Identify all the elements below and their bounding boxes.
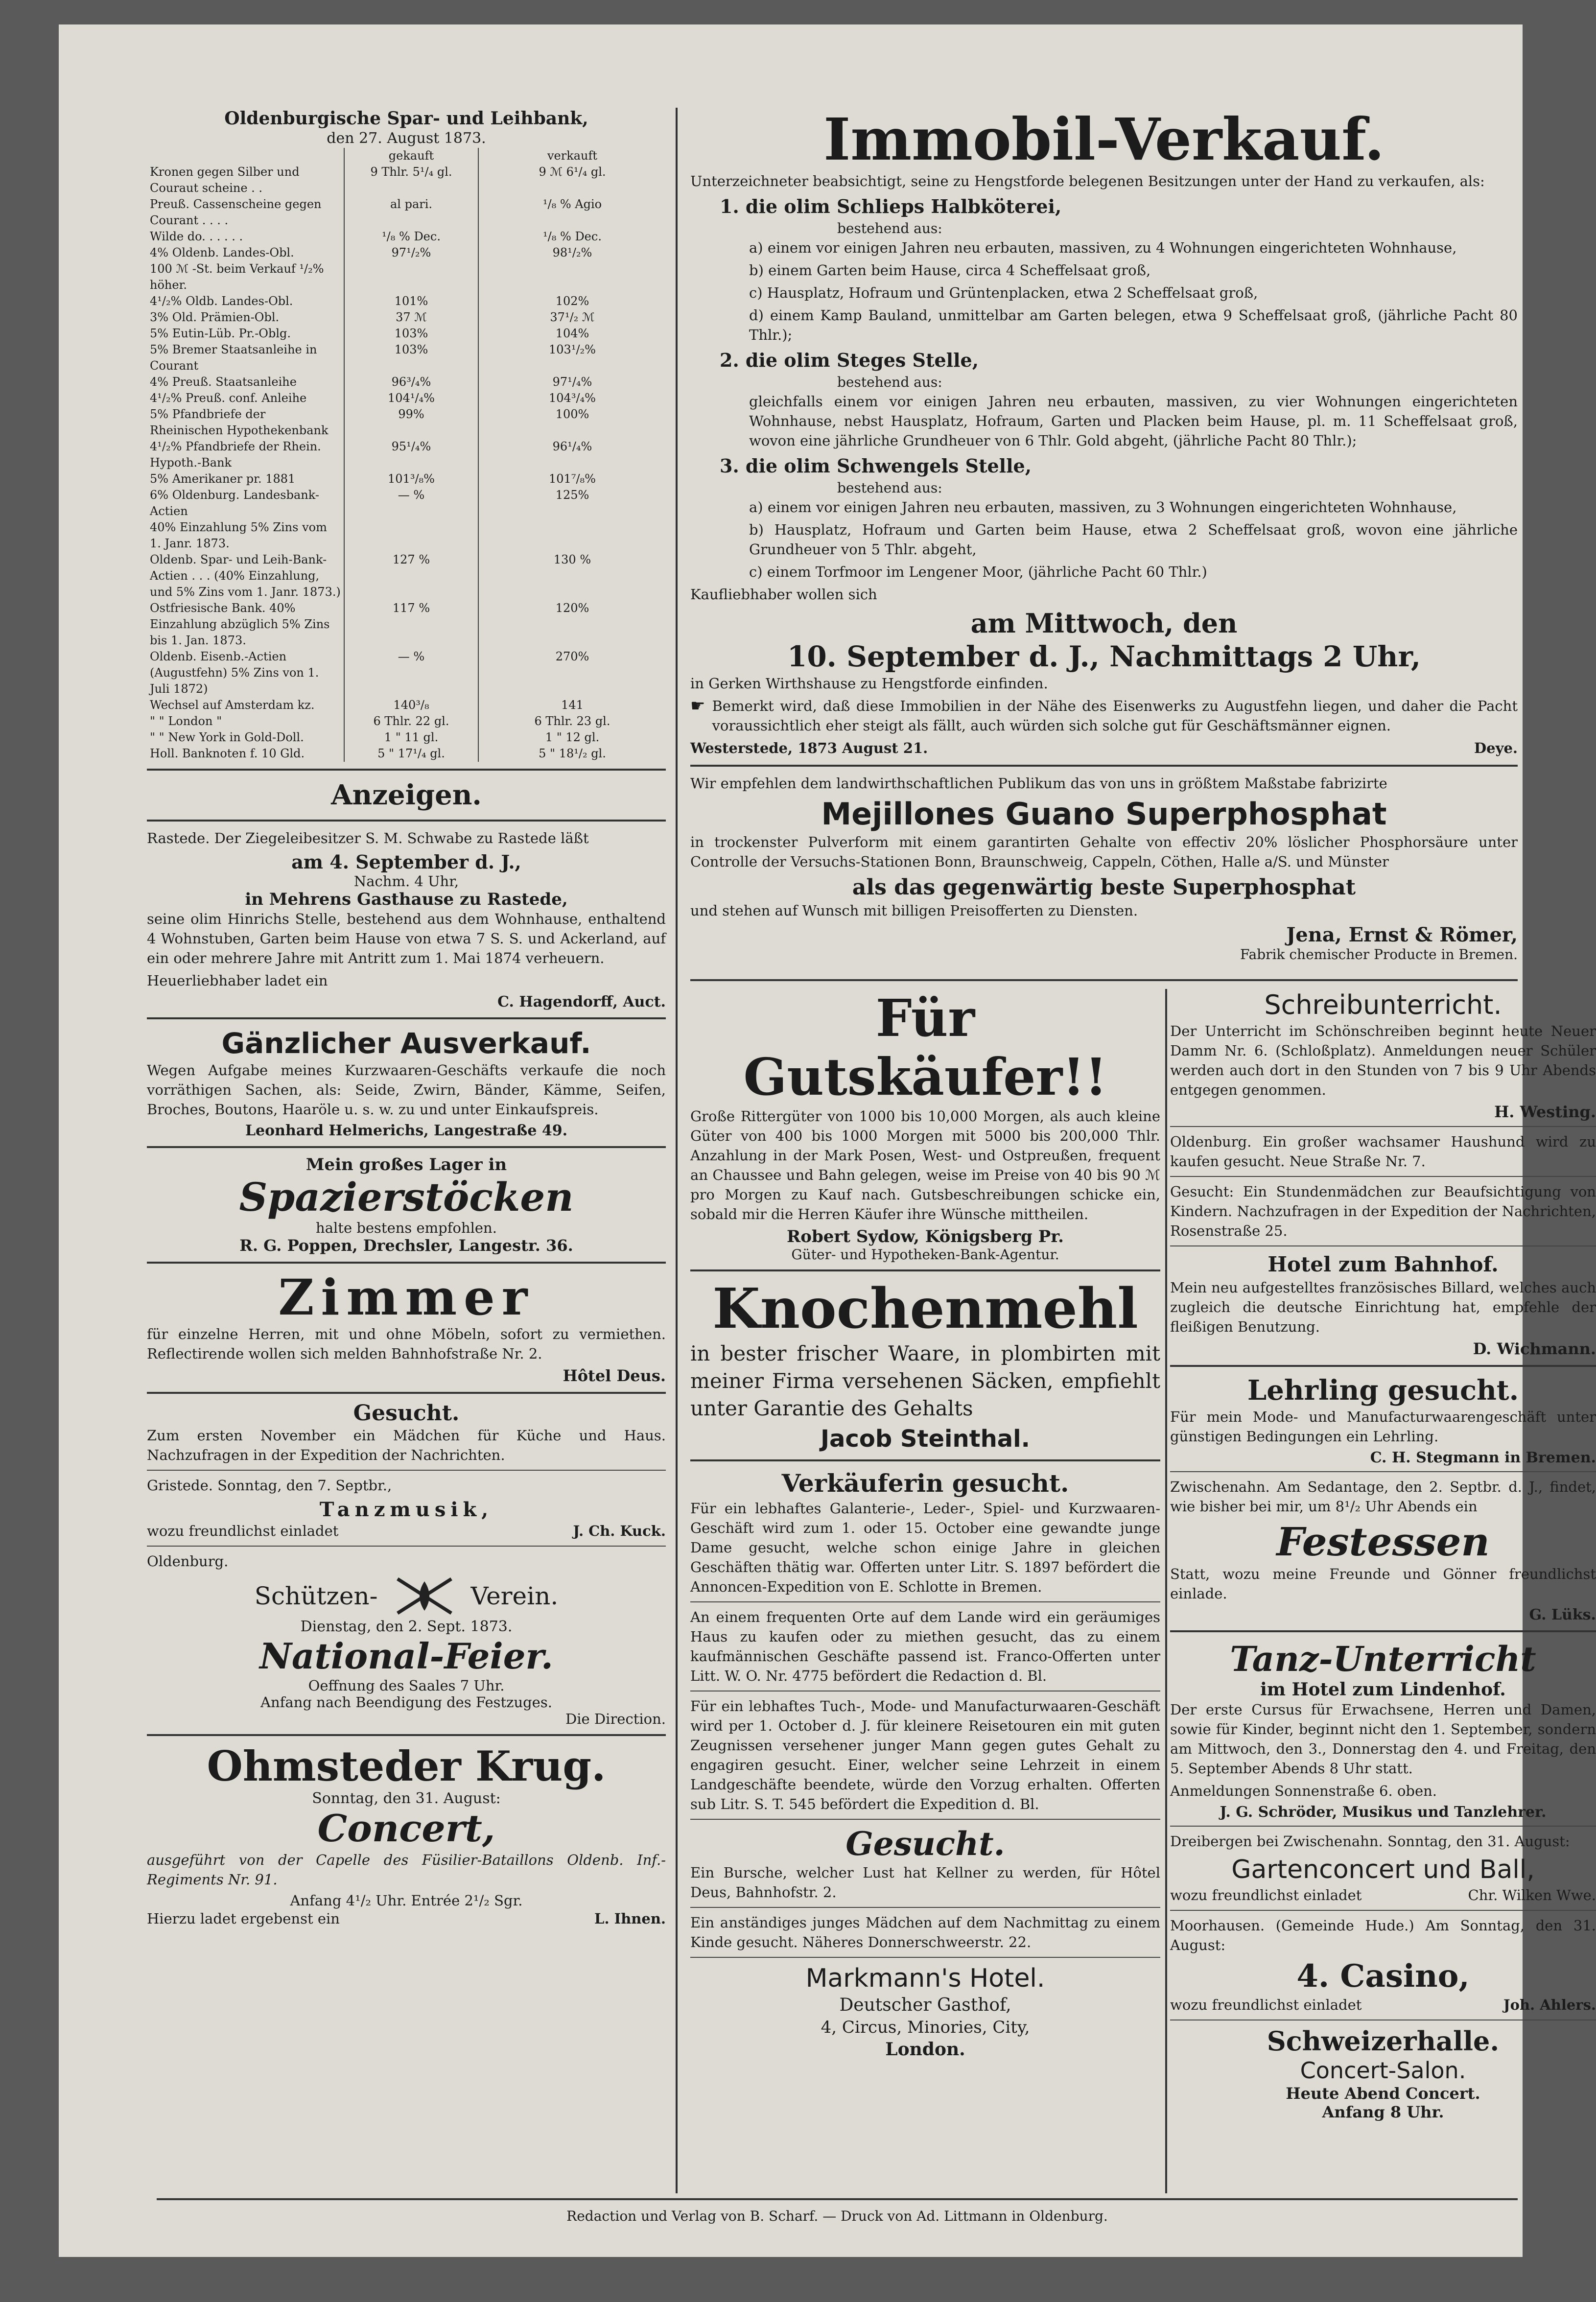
ad-schreibunterricht xyxy=(1170,989,1596,1121)
table-cell-name: 5% Eutin-Lüb. Pr.-Oblg. xyxy=(147,326,344,342)
ad-signature: Jacob Steinthal. xyxy=(821,1425,1030,1453)
table-row xyxy=(147,746,666,762)
ad-heading-left: Schützen- xyxy=(254,1582,378,1610)
table-row xyxy=(147,245,666,261)
left-column xyxy=(147,108,666,1928)
table-row xyxy=(147,326,666,342)
ad-intro: Oldenburg. xyxy=(147,1553,229,1570)
ad-text: in bester frischer Waare, in plombirten mit meiner Firma versehenen Säcken, empfiehlt unter Garantie des Gehalts xyxy=(690,1341,1160,1420)
anzeigen-heading: Anzeigen. xyxy=(331,779,482,811)
ad-intro: Wir empfehlen dem landwirthschaftlichen Publikum das von uns in größtem Maßstabe fabrizirte xyxy=(690,775,1387,792)
table-cell-sold: 97¹/₄% xyxy=(552,375,592,389)
ad-place-date: Westerstede, 1873 August 21. xyxy=(690,740,928,756)
ad-text: Rastede. Der Ziegeleibesitzer S. M. Schwabe zu Rastede läßt xyxy=(147,830,589,846)
table-cell-sold: 130 % xyxy=(553,553,591,566)
footer-rule xyxy=(157,2198,1518,2200)
table-row xyxy=(147,229,666,245)
table-cell-name: 5% Pfandbriefe der Rheinischen Hypothekenbank xyxy=(147,406,344,439)
ad-gartenconcert xyxy=(1170,1832,1596,1905)
ad-text: ausgeführt von der Capelle des Füsilier-Bataillons Oldenb. Inf.-Regiments Nr. 91. xyxy=(147,1852,666,1888)
property-1-items xyxy=(690,238,1518,345)
ad-knochenmehl xyxy=(690,1278,1160,1453)
ad-text: Kaufliebhaber wollen sich xyxy=(690,586,877,603)
ad-signature: G. Lüks. xyxy=(1529,1606,1596,1623)
property-2-sub: bestehend aus: xyxy=(837,374,942,390)
right-column xyxy=(1170,989,1596,2121)
table-cell-name: Oldenb. Eisenb.-Actien (Augustfehn) 5% Zins von 1. Juli 1872) xyxy=(147,649,344,697)
ad-hotel-bahnhof xyxy=(1170,1251,1596,1358)
table-row xyxy=(147,309,666,326)
ad-date: 10. September d. J., Nachmittags 2 Uhr, xyxy=(787,640,1421,673)
table-cell-bought: 95¹/₄% xyxy=(344,439,478,471)
exchange-title: Oldenburgische Spar- und Leihbank, xyxy=(224,108,588,129)
table-cell-bought: — % xyxy=(344,487,478,519)
table-cell-bought: 96³/₄% xyxy=(344,374,478,390)
list-item: a) einem vor einigen Jahren neu erbauten, massiven, zu 3 Wohnungen eingerichteten Wohnhause, xyxy=(749,499,1457,516)
pointing-hand-icon: ☛ xyxy=(690,696,705,716)
ad-spazierstoecken xyxy=(147,1155,666,1255)
property-1-sub: bestehend aus: xyxy=(837,220,942,236)
table-cell-name: 100 ℳ -St. beim Verkauf ¹/₂% höher. xyxy=(147,261,344,293)
table-cell-bought: 99% xyxy=(344,406,478,439)
table-cell-bought xyxy=(344,261,478,293)
ad-note: Bemerkt wird, daß diese Immobilien in der Nähe des Eisenwerks zu Augustfehn liegen, und daher die Pacht voraussichtlich eher steigt als fällt, auch würden sich solche gut für Geschäftsmänner eignen. xyxy=(712,698,1518,734)
property-3-items xyxy=(690,497,1518,582)
table-row xyxy=(147,293,666,309)
table-cell-sold: 37¹/₂ ℳ xyxy=(550,310,595,324)
table-cell-name: Wilde do. . . . . . xyxy=(147,229,344,245)
table-cell-sold: 125% xyxy=(555,488,589,502)
table-cell-bought: 101³/₈% xyxy=(344,471,478,487)
ad-signature: C. H. Stegmann in Bremen. xyxy=(1370,1449,1596,1466)
table-cell-bought: 127 % xyxy=(344,552,478,600)
table-row xyxy=(147,697,666,713)
ad-text: Für mein Mode- und Manufacturwaarengeschäft unter günstigen Bedingungen ein Lehrling. xyxy=(1170,1409,1596,1445)
ad-signature: Deye. xyxy=(1474,740,1518,756)
table-cell-name: 6% Oldenburg. Landesbank-Actien xyxy=(147,487,344,519)
ad-intro: Dreibergen bei Zwischenahn. Sonntag, den 31. August: xyxy=(1170,1833,1570,1850)
col-bought: gekauft xyxy=(344,148,478,164)
ad-intro: Gristede. Sonntag, den 7. Septbr., xyxy=(147,1477,392,1494)
ad-text: in trockenster Pulverform mit einem garantirten Gehalte von effectiv 20% löslicher Phosphorsäure unter Controlle der Versuchs-Stationen Bonn, Braunschweig, Cappeln, Cöthen, Halle a/S. und Münster xyxy=(690,834,1518,870)
table-cell-sold: ¹/₈ % Dec. xyxy=(543,230,602,243)
ad-signature: Joh. Ahlers. xyxy=(1503,1997,1596,2013)
ad-gesucht-maedchen xyxy=(147,1401,666,1465)
table-cell-bought: 37 ℳ xyxy=(344,309,478,326)
ad-signature: R. G. Poppen, Drechsler, Langestr. 36. xyxy=(239,1236,573,1255)
table-row xyxy=(147,487,666,519)
ad-heading: Hotel zum Bahnhof. xyxy=(1267,1252,1499,1276)
table-cell-bought: 9 Thlr. 5¹/₄ gl. xyxy=(344,164,478,196)
ad-zimmer xyxy=(147,1270,666,1385)
ad-heading: Schweizerhalle. xyxy=(1267,2025,1500,2057)
table-cell-sold: 104³/₄% xyxy=(549,391,596,405)
ad-heading: 4. Casino, xyxy=(1296,1958,1470,1995)
ad-text: für einzelne Herren, mit und ohne Möbeln, sofort zu vermiethen. Reflectirende wollen sich melden Bahnhofstraße Nr. 2. xyxy=(147,1326,666,1362)
property-2-body: gleichfalls einem vor einigen Jahren neu erbauten, massiven, zu vier Wohnungen eingerichteten Wohnhause, nebst Hausplatz, Hofraum, Garten und Placken beim Hause, pl. m. 11 Scheffelsaat groß, wovon eine jährliche Grundheuer von 6 Thlr. Gold abgeht, (jährliche Pacht 80 Thlr.); xyxy=(749,393,1518,449)
table-cell-sold: 100% xyxy=(555,407,589,421)
ad-line: Oeffnung des Saales 7 Uhr. xyxy=(308,1677,505,1694)
table-cell-name: 40% Einzahlung 5% Zins vom 1. Janr. 1873. xyxy=(147,519,344,552)
ad-ausverkauf xyxy=(147,1026,666,1139)
ad-lehrling xyxy=(1170,1374,1596,1466)
table-cell-bought: 97¹/₂% xyxy=(344,245,478,261)
ad-heading: Spazierstöcken xyxy=(239,1174,574,1220)
table-row xyxy=(147,406,666,439)
ad-heading: Knochenmehl xyxy=(712,1277,1138,1341)
ad-intro: Unterzeichneter beabsichtigt, seine zu Hengstforde belegenen Besitzungen unter der Hand zu verkaufen, als: xyxy=(690,173,1485,189)
ad-haus-gesucht xyxy=(690,1607,1160,1686)
ad-text: Zum ersten November ein Mädchen für Küche und Haus. Nachzufragen in der Expedition der Nachrichten. xyxy=(147,1427,666,1463)
ad-schuetzenverein xyxy=(147,1551,666,1727)
ad-heading: Tanz-Unterricht xyxy=(1230,1639,1536,1679)
ad-line: Anmeldungen Sonnenstraße 6. oben. xyxy=(1170,1783,1437,1799)
table-cell-bought: — % xyxy=(344,649,478,697)
ad-signature: Die Direction. xyxy=(565,1711,666,1727)
list-item: d) einem Kamp Bauland, unmittelbar am Garten belegen, etwa 9 Scheffelsaat groß, (jährliche Pacht 80 Thlr.); xyxy=(749,307,1518,343)
table-cell-sold: ¹/₈ % Agio xyxy=(542,197,602,211)
table-cell-name: Holl. Banknoten f. 10 Gld. xyxy=(147,746,344,762)
table-cell-name: 4¹/₂% Pfandbriefe der Rhein. Hypoth.-Bank xyxy=(147,439,344,471)
middle-column xyxy=(690,989,1160,2061)
table-cell-bought: ¹/₈ % Dec. xyxy=(344,229,478,245)
table-row xyxy=(147,552,666,600)
property-3-sub: bestehend aus: xyxy=(837,480,942,496)
ad-text: Große Rittergüter von 1000 bis 10,000 Morgen, als auch kleine Güter von 400 bis 1000 Morgen mit 5000 bis 200,000 Thlr. Anzahlung in der Mark Posen, West- und Ostpreußen, frequent an Chaussee und Bahn gelegen, weise im Preise von 40 bis 90 ℳ pro Morgen zu Kauf nach. Gutsbeschreibungen schicke ein, sobald mir die Herren Käufer ihre Wünsche mittheilen. xyxy=(690,1108,1160,1222)
ad-invite: wozu freundlichst einladet xyxy=(1170,1997,1362,2013)
table-cell-sold: 5 " 18¹/₂ gl. xyxy=(539,747,606,760)
ad-heading-2: als das gegenwärtig beste Superphosphat xyxy=(852,875,1356,900)
table-cell-bought: 5 " 17¹/₄ gl. xyxy=(344,746,478,762)
table-cell-name: 4% Preuß. Staatsanleihe xyxy=(147,374,344,390)
ad-line: London. xyxy=(885,2039,965,2060)
ad-heading: Für Gutskäufer!! xyxy=(743,988,1107,1107)
ad-text: Ein anständiges junges Mädchen auf dem Nachmittag zu einem Kinde gesucht. Näheres Donnerschweerstr. 22. xyxy=(690,1914,1160,1950)
ad-invite: Heuerliebhaber ladet ein xyxy=(147,972,328,989)
ad-heading: Gartenconcert und Ball, xyxy=(1231,1855,1535,1884)
ad-signature: J. G. Schröder, Musikus und Tanzlehrer. xyxy=(1220,1804,1547,1821)
imprint: Redaction und Verlag von B. Scharf. — Druck von Ad. Littmann in Oldenburg. xyxy=(566,2208,1108,2224)
table-cell-bought: 104¹/₄% xyxy=(344,390,478,406)
table-row xyxy=(147,519,666,552)
ad-stundenmaedchen: Gesucht: Ein Stundenmädchen zur Beaufsichtigung von Kindern. Nachzufragen in der Expedition der Nachrichten, Rosenstraße 25. xyxy=(1170,1183,1596,1239)
table-row xyxy=(147,729,666,746)
ad-gristede xyxy=(147,1476,666,1541)
ad-guano xyxy=(690,774,1518,963)
table-cell-sold: 270% xyxy=(555,650,589,663)
ad-text: und stehen auf Wunsch mit billigen Preisofferten zu Diensten. xyxy=(690,902,1138,919)
ad-intro: Zwischenahn. Am Sedantage, den 2. Septbr. d. J., findet, wie bisher bei mir, um 8¹/₂ Uhr Abends ein xyxy=(1170,1479,1596,1515)
ad-tanzunterricht xyxy=(1170,1639,1596,1821)
ad-heading: Gesucht. xyxy=(353,1401,460,1426)
ad-heading: Festessen xyxy=(1276,1519,1490,1565)
table-cell-name: 4% Oldenb. Landes-Obl. xyxy=(147,245,344,261)
table-cell-sold xyxy=(478,519,666,552)
ad-schweizerhalle xyxy=(1170,2025,1596,2121)
ad-signature: Jena, Ernst & Römer, xyxy=(1286,923,1518,946)
table-cell-sold: 101⁷/₈% xyxy=(549,472,596,486)
ad-festessen xyxy=(1170,1477,1596,1623)
table-cell-sold xyxy=(478,261,666,293)
ad-text: Der erste Cursus für Erwachsene, Herren und Damen, sowie für Kinder, beginnt nicht den 1. September, sondern am Mittwoch, den 3., Donnerstag den 4. und Freitag, den 5. September Abends 8 Uhr statt. xyxy=(1170,1701,1596,1777)
ad-subheading: im Hotel zum Lindenhof. xyxy=(1260,1679,1506,1700)
ad-immobil-verkauf xyxy=(690,105,1518,963)
column-rule xyxy=(1165,989,1167,2193)
table-row xyxy=(147,713,666,729)
ad-signature: Hôtel Deus. xyxy=(563,1366,666,1385)
ad-signature: Leonhard Helmerichs, Langestraße 49. xyxy=(245,1122,568,1139)
ad-heading-2: Concert, xyxy=(317,1807,495,1850)
ad-place: in Gerken Wirthshause zu Hengstforde einfinden. xyxy=(690,675,1048,692)
ad-date: am Mittwoch, den xyxy=(970,608,1238,639)
ad-text: halte bestens empfohlen. xyxy=(316,1220,497,1236)
table-cell-name: " " London " xyxy=(147,713,344,729)
ad-text: An einem frequenten Orte auf dem Lande wird ein geräumiges Haus zu kaufen oder zu miethen gesucht, das zu einem kaufmännischen Geschäfte passend ist. Franco-Offerten unter Litt. W. O. Nr. 4775 befördert die Redaction d. Bl. xyxy=(690,1609,1160,1684)
ad-rastede xyxy=(147,828,666,1010)
table-cell-bought: 140³/₈ xyxy=(344,697,478,713)
col-sold: verkauft xyxy=(547,149,598,163)
table-cell-name: 3% Old. Prämien-Obl. xyxy=(147,309,344,326)
ad-signature: J. Ch. Kuck. xyxy=(573,1523,666,1539)
ad-text: Der Unterricht im Schönschreiben beginnt heute Neuer Damm Nr. 6. (Schloßplatz). Anmeldungen neuer Schüler werden auch dort in den Stunden von 7 bis 9 Uhr Abends entgegen genommen. xyxy=(1170,1023,1596,1098)
ad-line: Anfang 4¹/₂ Uhr. Entrée 2¹/₂ Sgr. xyxy=(290,1892,523,1909)
ad-intro: Moorhausen. (Gemeinde Hude.) Am Sonntag, den 31. August: xyxy=(1170,1917,1596,1953)
table-cell-sold: 102% xyxy=(555,294,589,308)
ad-signature: H. Westing. xyxy=(1494,1103,1596,1121)
table-row xyxy=(147,374,666,390)
exchange-date: den 27. August 1873. xyxy=(327,130,486,147)
ad-heading: Gesucht. xyxy=(845,1825,1005,1863)
section-rule xyxy=(690,979,1518,981)
ad-line: 4, Circus, Minories, City, xyxy=(821,2018,1030,2037)
ad-casino xyxy=(1170,1916,1596,2015)
table-cell-sold: 120% xyxy=(555,601,589,615)
ad-text: Statt, wozu meine Freunde und Gönner freundlichst einlade. xyxy=(1170,1566,1596,1602)
table-cell-bought: 117 % xyxy=(344,600,478,649)
crossed-rifles-icon xyxy=(393,1574,456,1618)
ad-text: Für ein lebhaftes Tuch-, Mode- und Manufacturwaaren-Geschäft wird per 1. October d. J. für kleinere Reisetouren ein mit guten Zeugnissen versehener junger Mann gegen gutes Gehalt zu engagiren gesucht. Einer, welcher seine Lehrzeit in einem Landgeschäfte beendete, würde den Vorzug erhalten. Offerten sub Litr. S. T. 545 befördert die Expedition d. Bl. xyxy=(690,1698,1160,1812)
ad-heading: Schreibunterricht. xyxy=(1264,989,1502,1020)
ad-text: seine olim Hinrichs Stelle, bestehend aus dem Wohnhause, enthaltend 4 Wohnstuben, Garten beim Hause von etwa 7 S. S. und Ackerland, auf ein oder mehrere Jahre mit Antritt zum 1. Mai 1874 verheuern. xyxy=(147,911,666,966)
ad-heading: Verkäuferin gesucht. xyxy=(781,1469,1069,1498)
table-cell-sold: 103¹/₂% xyxy=(549,343,596,356)
ad-invite: wozu freundlichst einladet xyxy=(147,1523,339,1539)
table-cell-name: 5% Amerikaner pr. 1881 xyxy=(147,471,344,487)
ad-invite: Hierzu ladet ergebenst ein xyxy=(147,1910,340,1927)
ad-gutskaeufer xyxy=(690,989,1160,1263)
table-row xyxy=(147,600,666,649)
ad-text: Wegen Aufgabe meines Kurzwaaren-Geschäfts verkaufe die noch vorräthigen Sachen, als: Seide, Zwirn, Bänder, Kämme, Seifen, Broches, Boutons, Haaröle u. s. w. zu und unter Einkaufspreis. xyxy=(147,1062,666,1118)
ad-heading-right: Verein. xyxy=(470,1582,559,1610)
ad-heading: Tanzmusik, xyxy=(319,1498,493,1521)
table-cell-sold: 96¹/₄% xyxy=(552,440,592,453)
table-row xyxy=(147,261,666,293)
table-cell-name: Oldenb. Spar- und Leih-Bank-Actien . . . (40% Einzahlung, und 5% Zins vom 1. Janr. 1873.) xyxy=(147,552,344,600)
list-item: c) Hausplatz, Hofraum und Grüntenplacken, etwa 2 Scheffelsaat groß, xyxy=(749,284,1258,301)
property-1-title: 1. die olim Schlieps Halbköterei, xyxy=(720,195,1062,217)
ad-place: in Mehrens Gasthause zu Rastede, xyxy=(245,890,568,909)
table-cell-bought: 101% xyxy=(344,293,478,309)
table-row xyxy=(147,649,666,697)
newspaper-page xyxy=(59,24,1596,2257)
ad-signature-sub: Güter- und Hypotheken-Bank-Agentur. xyxy=(791,1246,1059,1263)
table-cell-name: 4¹/₂% Preuß. conf. Anleihe xyxy=(147,390,344,406)
ad-heading: Immobil-Verkauf. xyxy=(823,105,1385,173)
ad-line: Anfang 8 Uhr. xyxy=(1322,2103,1444,2121)
ad-date: am 4. September d. J., xyxy=(291,851,521,873)
table-cell-bought xyxy=(344,519,478,552)
table-cell-sold: 1 " 12 gl. xyxy=(545,730,600,744)
ad-haushund: Oldenburg. Ein großer wachsamer Haushund wird zu kaufen gesucht. Neue Straße Nr. 7. xyxy=(1170,1133,1596,1170)
ad-heading: Markmann's Hotel. xyxy=(805,1964,1045,1993)
list-item: b) Hausplatz, Hofraum und Garten beim Hause, etwa 2 Scheffelsaat groß, wovon eine jährliche Grundheuer von 5 Thlr. abgeht, xyxy=(749,521,1518,558)
list-item: a) einem vor einigen Jahren neu erbauten, massiven, zu 4 Wohnungen eingerichteten Wohnhause, xyxy=(749,239,1457,256)
table-cell-bought: 1 " 11 gl. xyxy=(344,729,478,746)
ad-subheading: Concert-Salon. xyxy=(1300,2057,1466,2084)
ad-heading: Ohmsteder Krug. xyxy=(207,1742,606,1790)
ad-date: Dienstag, den 2. Sept. 1873. xyxy=(300,1618,513,1635)
table-row xyxy=(147,196,666,229)
table-cell-name: Kronen gegen Silber und Couraut scheine . . xyxy=(147,164,344,196)
table-cell-bought: 103% xyxy=(344,342,478,374)
table-cell-bought: al pari. xyxy=(344,196,478,229)
table-cell-sold: 6 Thlr. 23 gl. xyxy=(534,714,610,728)
table-cell-sold: 104% xyxy=(555,327,589,340)
ad-heading: National-Feier. xyxy=(259,1635,553,1677)
ad-markmann xyxy=(690,1963,1160,2061)
table-cell-name: Ostfriesische Bank. 40% Einzahlung abzüglich 5% Zins bis 1. Jan. 1873. xyxy=(147,600,344,649)
ad-signature: C. Hagendorff, Auct. xyxy=(497,993,666,1010)
ad-text: Für ein lebhaftes Galanterie-, Leder-, Spiel- und Kurzwaaren-Geschäft wird zum 1. oder 15. October eine gewandte junge Dame gesucht, welche schon einige Jahre in gleichen Geschäften thätig war. Offerten unter Litr. S. 1897 befördert die Annoncen-Expedition von E. Schlotte in Bremen. xyxy=(690,1500,1160,1595)
ad-line: Deutscher Gasthof, xyxy=(839,1995,1011,2015)
exchange-table xyxy=(147,148,666,762)
list-item: c) einem Torfmoor im Lengener Moor, (jährliche Pacht 60 Thlr.) xyxy=(749,564,1207,580)
ad-line: Anfang nach Beendigung des Festzuges. xyxy=(260,1694,552,1711)
ad-kellner xyxy=(690,1825,1160,1902)
ad-signature: Chr. Wilken Wwe. xyxy=(1468,1887,1596,1903)
table-cell-name: 5% Bremer Staatsanleihe in Courant xyxy=(147,342,344,374)
table-cell-bought: 6 Thlr. 22 gl. xyxy=(344,713,478,729)
ad-time: Nachm. 4 Uhr, xyxy=(353,873,459,890)
table-cell-name: Preuß. Cassenscheine gegen Courant . . . . xyxy=(147,196,344,229)
property-3-title: 3. die olim Schwengels Stelle, xyxy=(720,455,1032,477)
ad-verkaeuferin xyxy=(690,1468,1160,1597)
table-cell-sold: 9 ℳ 6¹/₄ gl. xyxy=(539,165,606,179)
ad-line: Heute Abend Concert. xyxy=(1286,2084,1480,2103)
table-cell-sold: 98¹/₂% xyxy=(552,246,592,259)
ad-heading: Zimmer xyxy=(278,1268,535,1326)
table-row xyxy=(147,164,666,196)
table-cell-bought: 103% xyxy=(344,326,478,342)
ad-maedchen xyxy=(690,1913,1160,1952)
ad-text: Ein Bursche, welcher Lust hat Kellner zu werden, für Hôtel Deus, Bahnhofstr. 2. xyxy=(690,1864,1160,1901)
ad-signature: Robert Sydow, Königsberg Pr. xyxy=(787,1227,1064,1246)
column-rule xyxy=(676,108,678,2193)
ad-heading: Gänzlicher Ausverkauf. xyxy=(221,1027,591,1060)
ad-heading: Lehrling gesucht. xyxy=(1247,1374,1519,1407)
table-row xyxy=(147,471,666,487)
ad-signature: L. Ihnen. xyxy=(594,1910,666,1927)
ad-text: Mein neu aufgestelltes französisches Billard, welches auch zugleich die deutsche Einrichtung hat, empfehle der fleißigen Benutzung. xyxy=(1170,1279,1596,1335)
ad-invite: wozu freundlichst einladet xyxy=(1170,1887,1362,1903)
table-cell-sold: 141 xyxy=(561,698,584,712)
table-cell-name: " " New York in Gold-Doll. xyxy=(147,729,344,746)
ad-signature-sub: Fabrik chemischer Producte in Bremen. xyxy=(1240,946,1518,963)
table-row xyxy=(147,342,666,374)
table-cell-name: Wechsel auf Amsterdam kz. xyxy=(147,697,344,713)
ad-heading: Mejillones Guano Superphosphat xyxy=(821,796,1387,832)
ad-signature: D. Wichmann. xyxy=(1473,1339,1596,1358)
ad-intro: Mein großes Lager in xyxy=(305,1155,507,1174)
table-row xyxy=(147,390,666,406)
ad-ohmsteder-krug xyxy=(147,1743,666,1928)
property-2-title: 2. die olim Steges Stelle, xyxy=(720,349,979,371)
table-cell-name: 4¹/₂% Oldb. Landes-Obl. xyxy=(147,293,344,309)
ad-date: Sonntag, den 31. August: xyxy=(312,1790,501,1807)
list-item: b) einem Garten beim Hause, circa 4 Scheffelsaat groß, xyxy=(749,262,1151,279)
ad-manufactur xyxy=(690,1696,1160,1814)
table-row xyxy=(147,439,666,471)
